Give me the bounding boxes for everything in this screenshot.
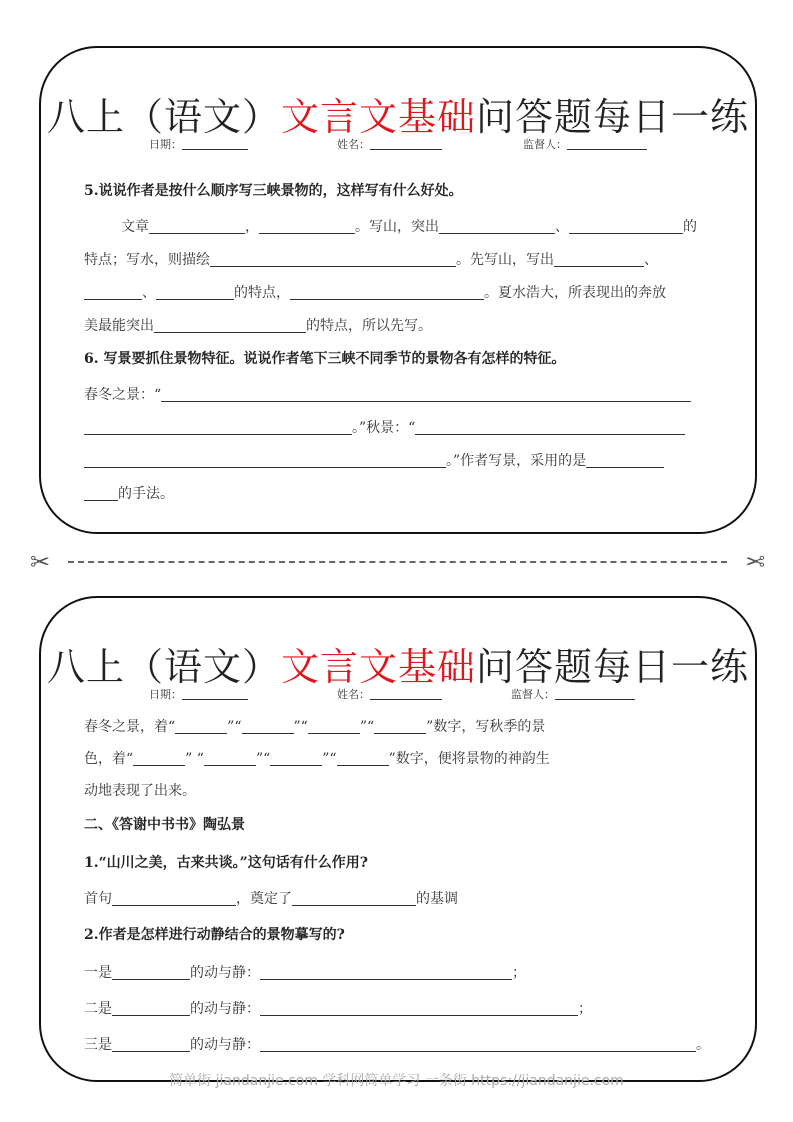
answer-blank[interactable]	[210, 252, 456, 267]
answer-blank[interactable]	[84, 420, 352, 435]
supervisor-label: 监督人：	[523, 138, 567, 151]
date-field[interactable]	[149, 686, 248, 702]
answer-blank[interactable]	[154, 318, 306, 333]
supervisor-blank[interactable]	[567, 138, 647, 150]
answer-text: ” “	[185, 751, 204, 767]
card-title	[41, 636, 755, 691]
title-part: 八上（语文）	[46, 95, 281, 139]
answer-text: 。写山，突出	[355, 219, 439, 235]
answer-blank[interactable]	[569, 219, 683, 234]
answer-text: ；	[512, 965, 526, 981]
card-title	[41, 86, 755, 141]
answer-text: 文章	[121, 219, 149, 235]
answer-text: 春冬之景：“	[84, 387, 162, 403]
answer-text: ”“	[255, 751, 271, 767]
question-5: 5.说说作者是按什么顺序写三峡景物的，这样写有什么好处。	[84, 183, 463, 199]
answer-blank[interactable]	[290, 285, 484, 300]
answer-text: 、	[555, 219, 569, 235]
answer-blank[interactable]	[270, 751, 322, 766]
answer-blank[interactable]	[308, 719, 360, 734]
answer-text: 的基调	[416, 891, 458, 907]
answer-blank[interactable]	[112, 965, 190, 980]
question-6: 6. 写景要抓住景物特征。说说作者笔下三峡不同季节的景物各有怎样的特征。	[84, 351, 566, 367]
answer-text: ”数字，写秋季的景	[426, 719, 546, 735]
supervisor-field[interactable]	[511, 686, 635, 702]
question-2: 2.作者是怎样进行动静结合的景物摹写的?	[84, 927, 345, 943]
answer-line	[84, 315, 432, 335]
supervisor-blank[interactable]	[555, 688, 635, 700]
answer-text: 。	[696, 1037, 710, 1053]
answer-blank[interactable]	[161, 387, 691, 402]
answer-line	[84, 962, 526, 982]
answer-line	[84, 716, 545, 736]
answer-blank[interactable]	[84, 453, 446, 468]
answer-blank[interactable]	[259, 219, 355, 234]
answer-blank[interactable]	[204, 751, 256, 766]
answer-blank[interactable]	[149, 219, 245, 234]
answer-text: 的动与静：	[190, 1037, 260, 1053]
answer-text: ，奠定了	[236, 891, 292, 907]
worksheet-card-2	[39, 596, 757, 1082]
answer-blank[interactable]	[112, 891, 236, 906]
answer-text: 三是	[84, 1037, 112, 1053]
answer-line	[84, 1034, 710, 1054]
answer-text: 、	[644, 252, 658, 268]
dashed-divider	[68, 561, 727, 563]
question-1: 1.“山川之美，古来共谈。”这句话有什么作用?	[84, 855, 368, 871]
answer-text: 的动与静：	[190, 1001, 260, 1017]
answer-line	[84, 450, 664, 470]
answer-blank[interactable]	[84, 486, 118, 501]
scissors-icon: ✂	[744, 548, 765, 576]
answer-blank[interactable]	[586, 453, 664, 468]
answer-blank[interactable]	[133, 751, 185, 766]
answer-blank[interactable]	[337, 751, 389, 766]
date-label: 日期：	[149, 688, 182, 701]
answer-text: 的手法。	[118, 486, 174, 502]
title-part: 问答题每日一练	[476, 645, 750, 689]
title-part: 八上（语文）	[46, 645, 281, 689]
name-blank[interactable]	[370, 688, 442, 700]
answer-blank[interactable]	[439, 219, 555, 234]
answer-text: 。”秋景：“	[352, 420, 416, 436]
name-field[interactable]	[337, 686, 442, 702]
answer-blank[interactable]	[292, 891, 416, 906]
answer-blank[interactable]	[554, 252, 644, 267]
answer-blank[interactable]	[260, 965, 512, 980]
answer-text: 、	[142, 285, 156, 301]
answer-text: 。夏水浩大，所表现出的奔放	[484, 285, 666, 301]
supervisor-label: 监督人：	[511, 688, 555, 701]
answer-blank[interactable]	[156, 285, 234, 300]
answer-text: 的特点，所以先写。	[306, 318, 432, 334]
answer-line	[84, 249, 658, 269]
answer-line	[84, 998, 592, 1018]
answer-line	[84, 417, 685, 437]
answer-line	[121, 216, 697, 236]
answer-line: 动地表现了出来。	[84, 783, 196, 799]
answer-blank[interactable]	[242, 719, 294, 734]
date-blank[interactable]	[182, 688, 248, 700]
answer-text: 春冬之景，着“	[84, 719, 176, 735]
answer-blank[interactable]	[112, 1037, 190, 1052]
answer-text: 首句	[84, 891, 112, 907]
answer-blank[interactable]	[260, 1001, 578, 1016]
answer-blank[interactable]	[260, 1037, 696, 1052]
answer-text: 二是	[84, 1001, 112, 1017]
answer-text: ；	[578, 1001, 592, 1017]
answer-blank[interactable]	[175, 719, 227, 734]
name-label: 姓名：	[337, 138, 370, 151]
date-field[interactable]	[149, 136, 248, 152]
worksheet-card-1	[39, 46, 757, 534]
answer-text: 的动与静：	[190, 965, 260, 981]
title-highlight: 文言文基础	[280, 645, 476, 689]
answer-blank[interactable]	[415, 420, 685, 435]
answer-text: 。先写山，写出	[456, 252, 554, 268]
answer-blank[interactable]	[84, 285, 142, 300]
answer-text: 的	[683, 219, 697, 235]
name-label: 姓名：	[337, 688, 370, 701]
answer-text: ”“	[293, 719, 308, 735]
answer-line	[84, 384, 691, 404]
title-highlight: 文言文基础	[280, 95, 476, 139]
answer-text: ”“	[322, 751, 337, 767]
answer-text: 一是	[84, 965, 112, 981]
answer-blank[interactable]	[112, 1001, 190, 1016]
supervisor-field[interactable]	[523, 136, 647, 152]
answer-blank[interactable]	[374, 719, 426, 734]
answer-text: ”数字，便将景物的神韵生	[388, 751, 550, 767]
answer-text: ”“	[227, 719, 242, 735]
answer-line	[84, 282, 666, 302]
name-blank[interactable]	[370, 138, 442, 150]
answer-line	[84, 888, 458, 908]
date-label: 日期：	[149, 138, 182, 151]
answer-text: 美最能突出	[84, 318, 154, 334]
title-part: 问答题每日一练	[476, 95, 750, 139]
answer-text: ”“	[359, 719, 375, 735]
answer-line	[84, 748, 550, 768]
answer-text: 色，着“	[84, 751, 134, 767]
section-heading: 二、《答谢中书书》陶弘景	[84, 817, 245, 833]
answer-text: 。”作者写景，采用的是	[446, 453, 587, 469]
answer-text: 特点；写水，则描绘	[84, 252, 210, 268]
footer-watermark: 简单街 jiandanjie.com 学科网简单学习 一条街 https://jiandanjie.com	[169, 1073, 624, 1089]
cut-line	[30, 549, 765, 575]
scissors-icon: ✂	[30, 548, 51, 576]
answer-line	[84, 483, 174, 503]
date-blank[interactable]	[182, 138, 248, 150]
answer-text: ，	[245, 219, 259, 235]
name-field[interactable]	[337, 136, 442, 152]
answer-text: 的特点，	[234, 285, 290, 301]
